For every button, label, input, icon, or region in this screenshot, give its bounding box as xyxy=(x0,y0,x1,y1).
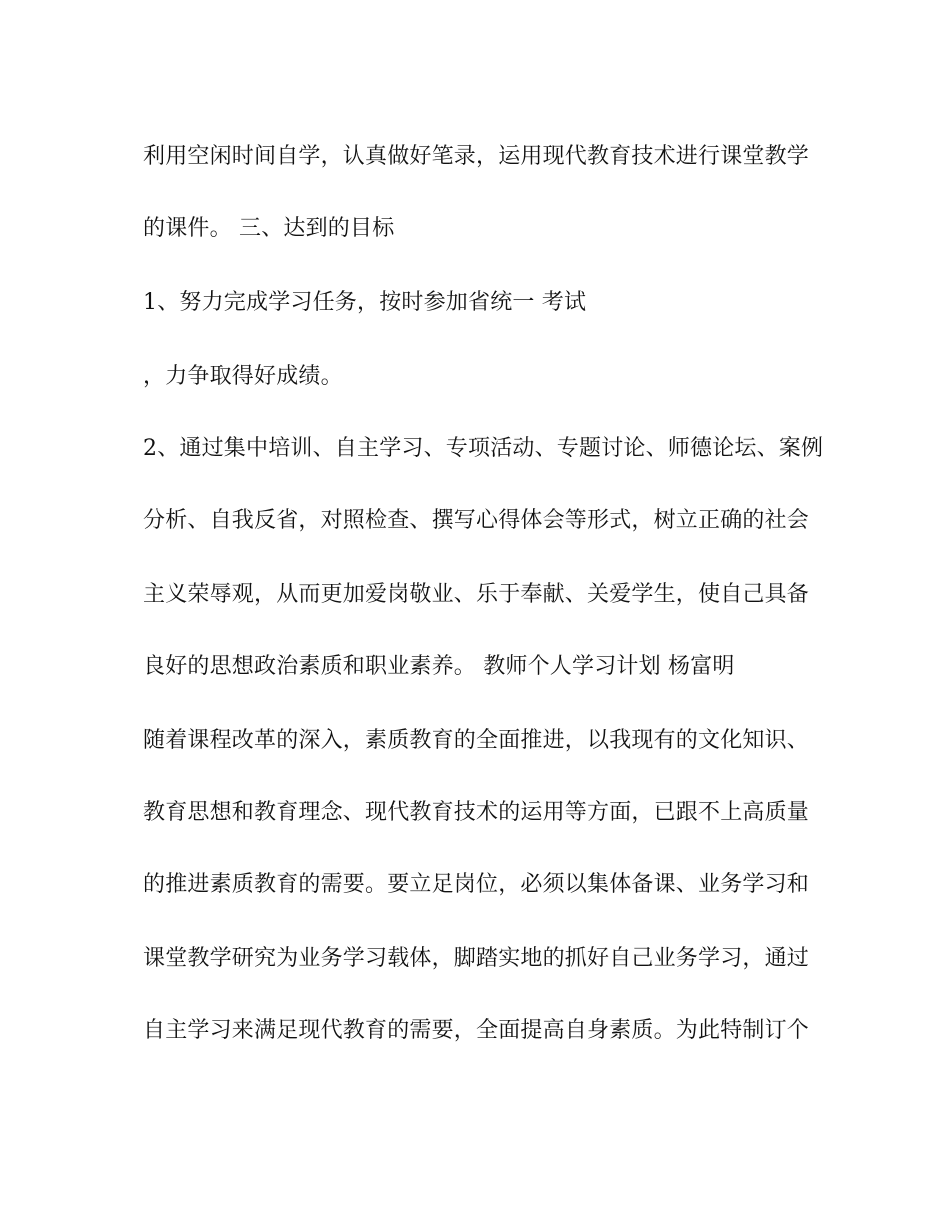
text-line: 的课件。 三、达到的目标 xyxy=(143,216,395,241)
text-line: 自主学习来满足现代教育的需要，全面提高自身素质。为此特制订个 xyxy=(143,1018,810,1043)
text-line: 教育思想和教育理念、现代教育技术的运用等方面，已跟不上高质量 xyxy=(143,800,810,825)
text-line: 课堂教学研究为业务学习载体，脚踏实地的抓好自己业务学习，通过 xyxy=(143,946,810,971)
text-line: 随着课程改革的深入，素质教育的全面推进，以我现有的文化知识、 xyxy=(143,728,810,753)
text-line: 利用空闲时间自学，认真做好笔录，运用现代教育技术进行课堂教学 xyxy=(143,144,810,169)
text-line: 的推进素质教育的需要。要立足岗位，必须以集体备课、业务学习和 xyxy=(143,872,810,897)
text-line: 分析、自我反省，对照检查、撰写心得体会等形式，树立正确的社会 xyxy=(143,508,810,533)
text-line: ，力争取得好成绩。 xyxy=(143,364,343,389)
text-line: 主义荣辱观，从而更加爱岗敬业、乐于奉献、关爱学生，使自己具备 xyxy=(143,582,810,607)
text-line: 2、通过集中培训、自主学习、专项活动、专题讨论、师德论坛、案例 xyxy=(143,436,824,461)
text-line: 良好的思想政治素质和职业素养。 教师个人学习计划 杨富明 xyxy=(143,654,735,679)
text-line: 1、努力完成学习任务，按时参加省统一 考试 xyxy=(143,290,587,315)
